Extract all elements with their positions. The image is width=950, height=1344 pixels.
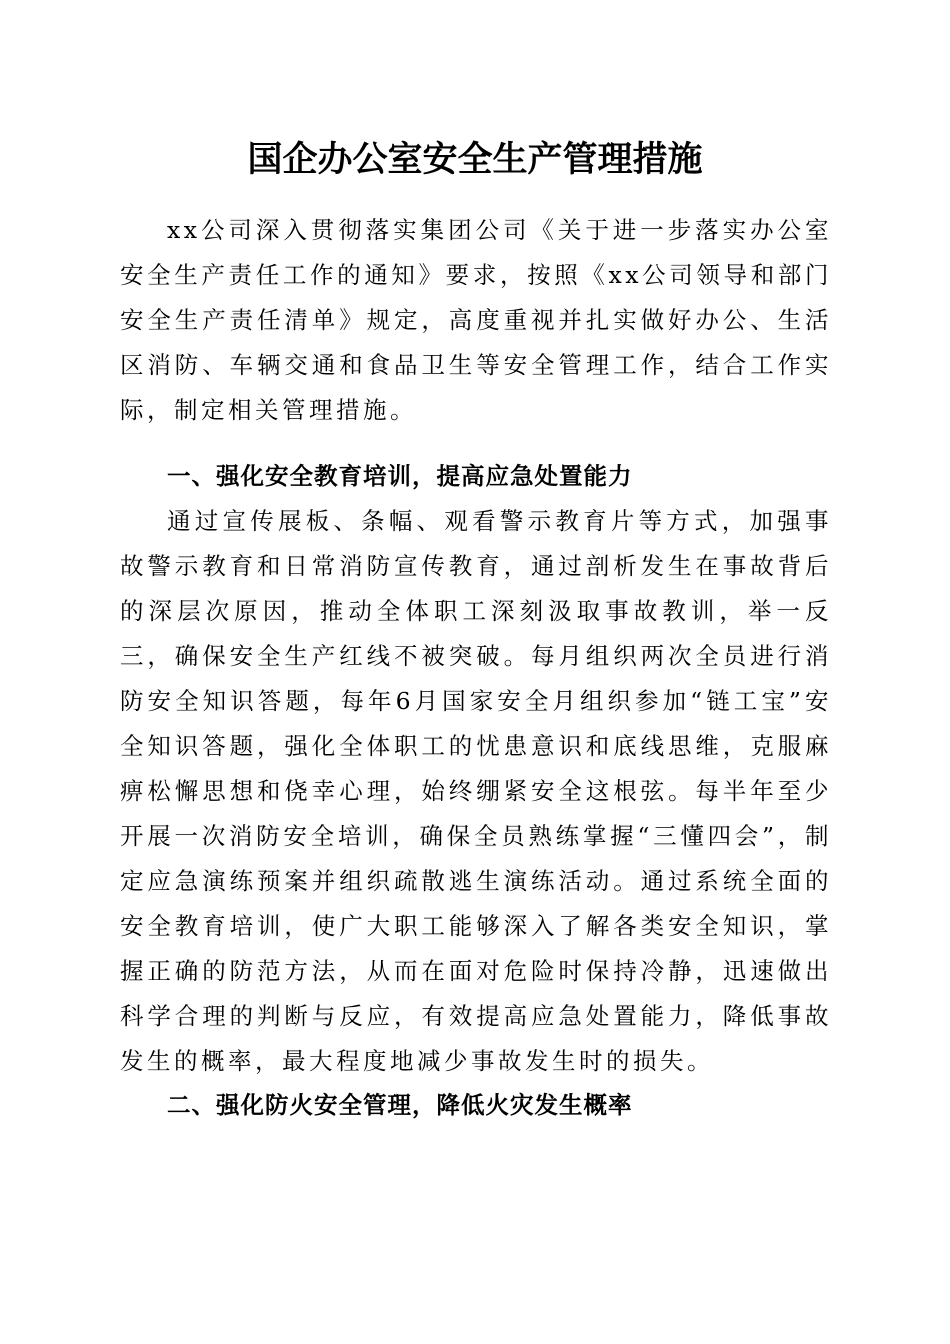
- section-heading-1: 一、强化安全教育培训，提高应急处置能力: [167, 462, 633, 490]
- intro-paragraph: xx公司深入贯彻落实集团公司《关于进一步落实办公室安全生产责任工作的通知》要求，按照《xx公司领导和部门安全生产责任清单》规定，高度重视并扎实做好办公、生活区消防、车辆交通和食品卫生等安全管理工作，结合工作实际，制定相关管理措施。: [120, 216, 832, 424]
- section-heading-2: 二、强化防火安全管理，降低火灾发生概率: [167, 1091, 633, 1119]
- section-paragraph-1: 通过宣传展板、条幅、观看警示教育片等方式，加强事故警示教育和日常消防宣传教育，通过剖析发生在事故背后的深层次原因，推动全体职工深刻汲取事故教训，举一反三，确保安全生产红线不被突破。每月组织两次全员进行消防安全知识答题，每年6月国家安全月组织参加“链工宝”安全知识答题，强化全体职工的忧患意识和底线思维，克服麻痹松懈思想和侥幸心理，始终绷紧安全这根弦。每半年至少开展一次消防安全培训，确保全员熟练掌握“三懂四会”，制定应急演练预案并组织疏散逃生演练活动。通过系统全面的安全教育培训，使广大职工能够深入了解各类安全知识，掌握正确的防范方法，从而在面对危险时保持冷静，迅速做出科学合理的判断与反应，有效提高应急处置能力，降低事故发生的概率，最大程度地减少事故发生时的损失。: [120, 507, 832, 1075]
- document-title: 国企办公室安全生产管理措施: [247, 139, 703, 180]
